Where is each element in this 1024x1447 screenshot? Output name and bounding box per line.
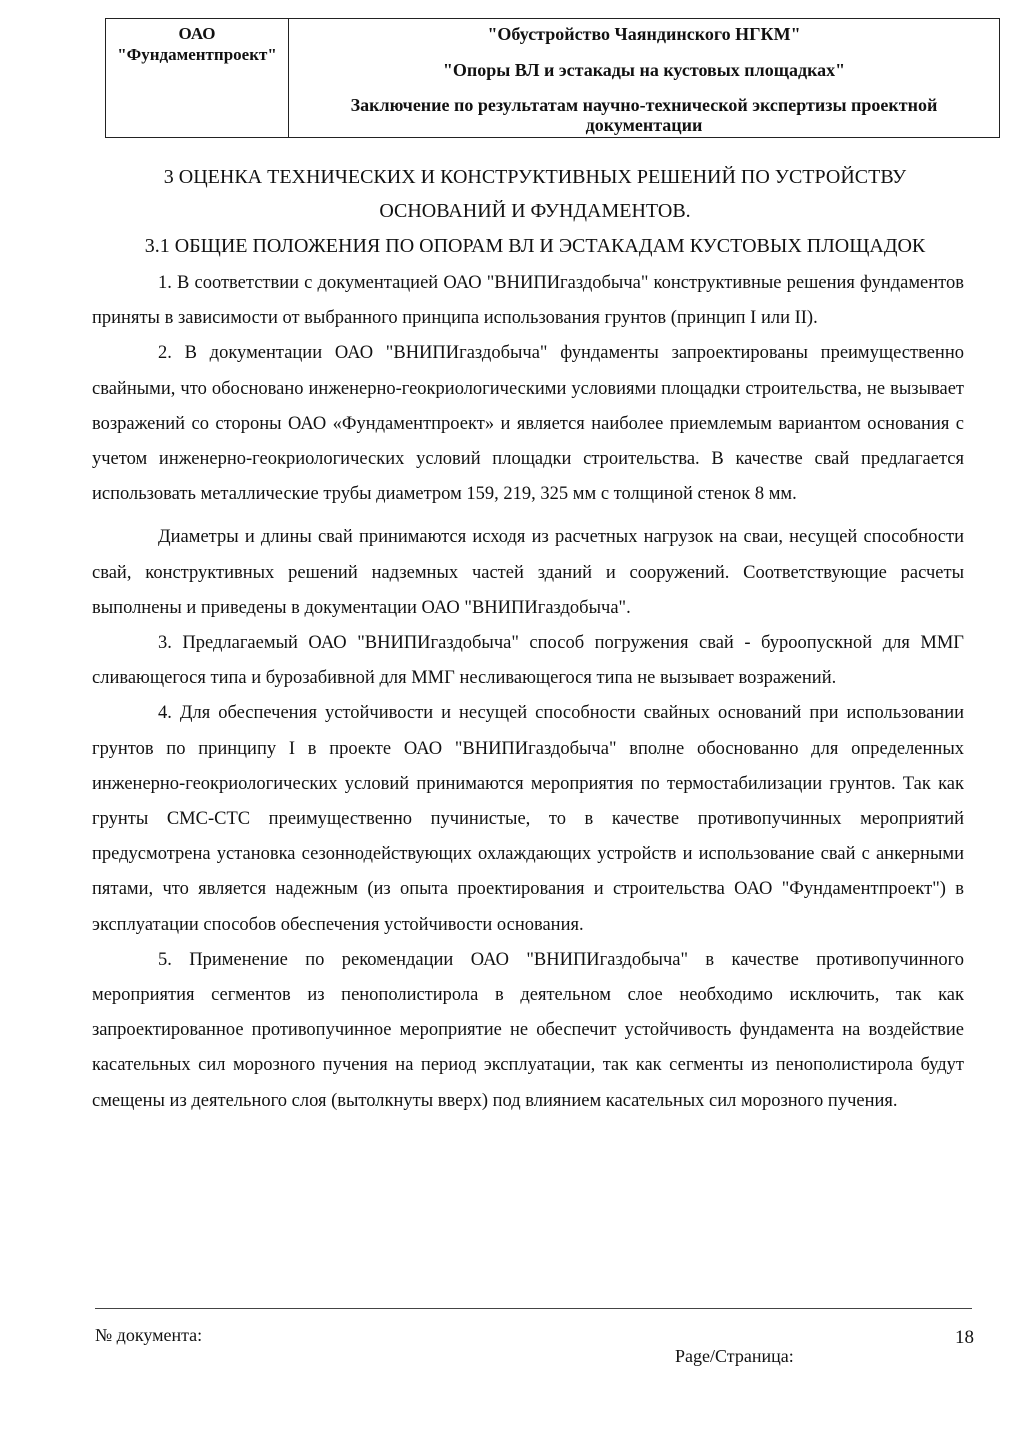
page-number: 18 xyxy=(955,1327,974,1348)
org-line1: ОАО xyxy=(178,24,216,43)
project-name: "Обустройство Чаяндинского НГКМ" xyxy=(487,24,801,44)
section-title-line2: ОСНОВАНИЙ И ФУНДАМЕНТОВ. xyxy=(379,200,691,222)
paragraph-6: 5. Применение по рекомендации ОАО "ВНИПИгаздобыча" в качестве противопучинного мероприятия сегментов из пенополистирола в деятельном слое необходимо исключить, так как запроектированное противопучинное мероприятие не обеспечит устойчивость фундамента на воздействие касательных сил морозного пучения на период эксплуатации, так как сегменты из пенополистирола будут смещены из деятельного слоя (вытолкнуты вверх) под влиянием касательных сил морозного пучения. xyxy=(92,949,964,1111)
footer-divider xyxy=(95,1308,972,1309)
header-table xyxy=(105,18,1000,138)
header-project-info xyxy=(289,19,999,137)
document-number-label: № документа: xyxy=(95,1325,203,1345)
paragraph-1: 1. В соответствии с документацией ОАО "ВНИПИгаздобыча" конструктивные решения фундаментов приняты в зависимости от выбранного принципа использования грунтов (принцип I или II). xyxy=(92,273,964,329)
section-title-line1: 3 ОЦЕНКА ТЕХНИЧЕСКИХ И КОНСТРУКТИВНЫХ РЕШЕНИЙ ПО УСТРОЙСТВУ xyxy=(163,166,907,188)
header-organization xyxy=(106,19,289,137)
org-line2: "Фундаментпроект" xyxy=(117,45,277,64)
section-subtitle: 3.1 ОБЩИЕ ПОЛОЖЕНИЯ ПО ОПОРАМ ВЛ И ЭСТАКАДАМ КУСТОВЫХ ПЛОЩАДОК xyxy=(144,235,926,257)
paragraph-5: 4. Для обеспечения устойчивости и несущей способности свайных оснований при использовании грунтов по принципу I в проекте ОАО "ВНИПИгаздобыча" вполне обоснованно для определенных инженерно-геокриологических условий принимаются мероприятия по термостабилизации грунтов. Так как грунты СМС-СТС преимущественно пучинистые, то в качестве противопучинных мероприятий предусмотрена установка сезоннодействующих охлаждающих устройств и использование свай с анкерными пятами, что является надежным (из опыта проектирования и строительства ОАО "Фундаментпроект") в эксплуатации способов обеспечения устойчивости основания. xyxy=(92,703,964,935)
page-label: Page/Страница: xyxy=(675,1346,794,1366)
paragraph-2: 2. В документации ОАО "ВНИПИгаздобыча" фундаменты запроектированы преимущественно свайными, что обосновано инженерно-геокриологическими условиями площадки строительства, не вызывает возражений со стороны ОАО «Фундаментпроект» и является наиболее приемлемым вариантом основания с учетом инженерно-геокриологических условий площадки строительства. В качестве свай предлагается использовать металлические трубы диаметром 159, 219, 325 мм с толщиной стенок 8 мм. xyxy=(92,343,964,505)
document-title: Заключение по результатам научно-технической экспертизы проектной документации xyxy=(350,95,938,135)
body-text xyxy=(92,266,964,1119)
paragraph-4: 3. Предлагаемый ОАО "ВНИПИгаздобыча" способ погружения свай - буроопускной для ММГ сливающегося типа и бурозабивной для ММГ несливающегося типа не вызывает возражений. xyxy=(92,633,964,689)
object-name: "Опоры ВЛ и эстакады на кустовых площадках" xyxy=(442,60,846,80)
paragraph-3: Диаметры и длины свай принимаются исходя из расчетных нагрузок на сваи, несущей способности свай, конструктивных решений надземных частей зданий и сооружений. Соответствующие расчеты выполнены и приведены в документации ОАО "ВНИПИгаздобыча". xyxy=(92,527,964,618)
